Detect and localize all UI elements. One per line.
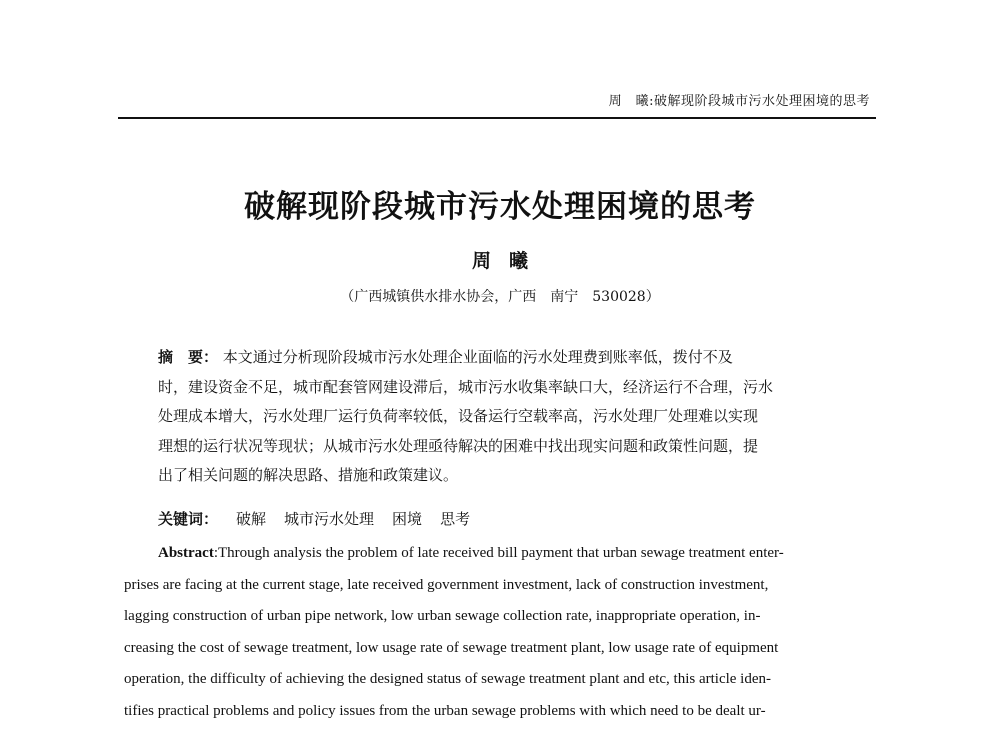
author-name: 周曦: [471, 250, 546, 272]
paper-title: 破解现阶段城市污水处理困境的思考: [244, 189, 756, 225]
abstract-line: 出了相关问题的解决思路、措施和政策建议。: [158, 466, 459, 484]
author-affiliation: （广西城镇供水排水协会，广西 南宁 530028）: [340, 289, 660, 305]
keywords-label: 关键词：: [158, 510, 219, 528]
keyword: 思考: [440, 510, 471, 528]
abstract-en-line: [124, 538, 876, 570]
abstract-line: 时，建设资金不足，城市配套管网建设滞后，城市污水收集率缺口大，经济运行不合理，污水: [158, 377, 774, 396]
keywords: [158, 508, 470, 529]
running-header: 周 曦:破解现阶段城市污水处理困境的思考: [608, 94, 870, 109]
english-abstract: [124, 538, 876, 727]
abstract-en-line: lagging construction of urban pipe network, low urban sewage collection rate, inappropriate operation, in-: [124, 608, 761, 624]
abstract-en-line: operation, the difficulty of achieving the designed status of sewage treatment plant and etc, this article iden-: [124, 671, 772, 687]
abstract-en-text: :Through analysis the problem of late received bill payment that urban sewage treatment enter-: [213, 545, 784, 561]
keyword: 城市污水处理: [284, 510, 375, 528]
abstract-line: 理想的运行状况等现状；从城市污水处理亟待解决的困难中找出现实问题和政策性问题，提: [158, 436, 759, 455]
abstract-text: 本文通过分析现阶段城市污水处理企业面临的污水处理费到账率低，拨付不及: [222, 348, 733, 366]
abstract-label: 摘 要：: [158, 348, 219, 366]
abstract-en-line: tifies practical problems and policy issues from the urban sewage problems with which need to be dealt ur-: [124, 702, 766, 719]
abstract-line: 处理成本增大，污水处理厂运行负荷率较低，设备运行空载率高，污水处理厂处理难以实现: [158, 407, 759, 425]
keyword: 破解: [236, 510, 267, 528]
abstract-en-line: prises are facing at the current stage, late received government investment, lack of construction investment,: [124, 576, 769, 593]
chinese-abstract: [158, 343, 848, 491]
header-rule: [118, 117, 876, 119]
abstract-line: [158, 343, 848, 373]
abstract-en-line: creasing the cost of sewage treatment, low usage rate of sewage treatment plant, low usage rate of equipment: [124, 639, 779, 656]
keyword: 困境: [392, 510, 423, 528]
abstract-en-label: Abstract: [158, 545, 214, 561]
